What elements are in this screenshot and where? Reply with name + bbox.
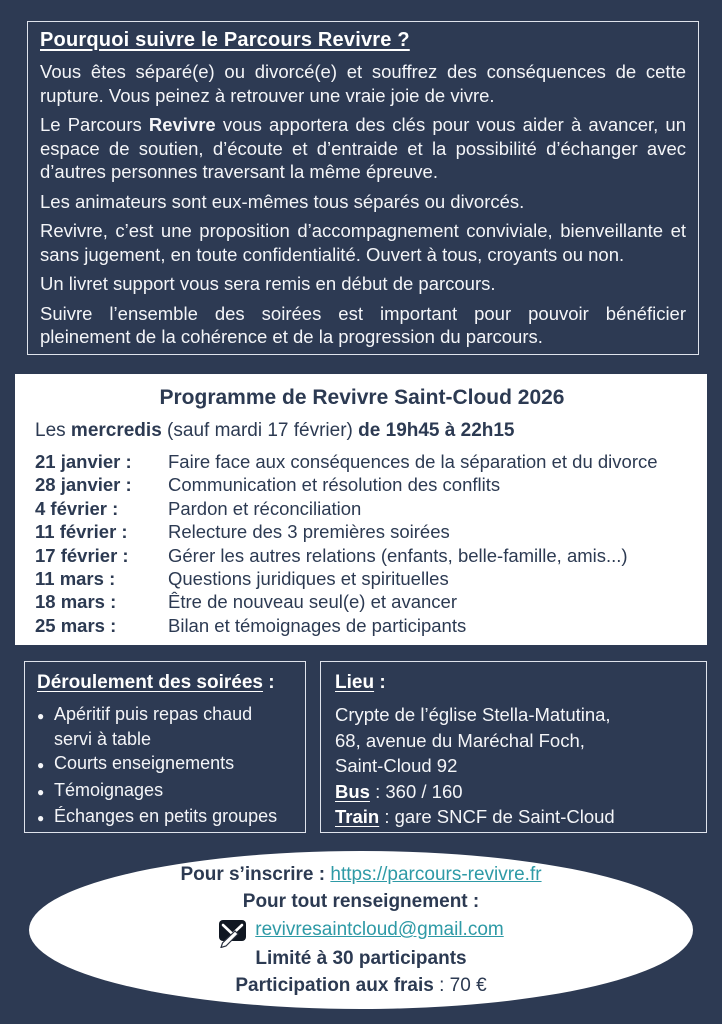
intro-p2-post: vous apportera des clés pour vous aider à avancer, un espace de soutien, d’écoute et d’entraide et la possibilité d’échanger avec d’autres personnes traversant la même épreuve. (40, 114, 686, 182)
intro-p2-pre: Le Parcours (40, 114, 149, 135)
session-topic: Communication et résolution des conflits (168, 474, 501, 496)
bus-value: : 360 / 160 (369, 780, 463, 802)
lieu-train-line (335, 804, 694, 830)
session-topic: Pardon et réconciliation (168, 497, 362, 519)
session-row (35, 614, 689, 637)
session-topic: Gérer les autres relations (enfants, belle-famille, amis...) (168, 544, 628, 566)
lieu-address-line: Saint-Cloud 92 (335, 755, 458, 776)
deroulement-list (37, 702, 295, 831)
fees-value: : 70 € (433, 975, 487, 996)
bullet-item-label: Témoignages (54, 779, 164, 800)
session-row (35, 590, 689, 613)
bullet-icon: ● (37, 709, 45, 723)
footer-ellipse (29, 851, 693, 1009)
intro-p2-bold: Revivre (148, 114, 216, 135)
deroulement-box (24, 661, 306, 833)
list-item (37, 804, 295, 831)
fees-label: Participation aux frais (235, 975, 434, 996)
subtitle-mercredis: mercredis (70, 420, 162, 441)
session-date: 11 février : (35, 521, 128, 543)
intro-paragraph-4: Revivre, c’est une proposition d’accompagnement conviviale, bienveillante et sans jugement, en toute confidentialité. Ouvert à tous, croyants ou non. (40, 220, 686, 265)
intro-paragraph-1: Vous êtes séparé(e) ou divorcé(e) et souffrez des conséquences de cette rupture. Vous peinez à retrouver une vraie joie de vivre. (40, 61, 686, 106)
lieu-title-colon: : (374, 672, 386, 693)
deroulement-title-colon: : (262, 672, 275, 693)
programme-panel (15, 374, 707, 645)
bullet-item-label: Courts enseignements (54, 753, 235, 773)
train-label: Train (335, 806, 380, 827)
email-envelope-icon (218, 919, 248, 948)
lieu-address-line: Crypte de l’église Stella-Matutina, (335, 704, 611, 725)
bullet-item-label: Échanges en petits groupes (54, 806, 278, 826)
bullet-item-label: Apéritif puis repas chaud servi à table (54, 704, 253, 749)
lieu-address-line: 68, avenue du Maréchal Foch, (335, 729, 585, 751)
intro-paragraph-5: Un livret support vous sera remis en début de parcours. (40, 273, 496, 294)
deroulement-title (37, 672, 295, 694)
signup-line (180, 861, 541, 889)
email-line (218, 916, 503, 945)
info-label: Pour tout renseignement : (242, 891, 480, 912)
session-date: 4 février : (35, 497, 119, 519)
subtitle-les: Les (35, 420, 71, 441)
lieu-title-text: Lieu (335, 672, 375, 693)
session-topic: Questions juridiques et spirituelles (168, 568, 449, 590)
session-date: 17 février : (35, 544, 129, 566)
lieu-box (320, 661, 707, 833)
train-value: : gare SNCF de Saint-Cloud (379, 806, 615, 827)
session-date: 28 janvier : (35, 474, 132, 496)
deroulement-title-text: Déroulement des soirées (37, 672, 263, 693)
bullet-icon: ● (37, 784, 45, 799)
session-topic: Bilan et témoignages de participants (168, 614, 467, 636)
subtitle-exception: (sauf mardi 17 février) (161, 420, 359, 441)
programme-subtitle (35, 420, 689, 442)
intro-title: Pourquoi suivre le Parcours Revivre ? (40, 29, 410, 51)
fees-line (235, 972, 486, 1000)
session-row (35, 497, 689, 520)
session-date: 11 mars : (35, 568, 116, 590)
session-row (35, 544, 689, 567)
lieu-title (335, 672, 694, 694)
session-row (35, 473, 689, 496)
intro-box (27, 21, 699, 355)
bullet-icon: ● (37, 811, 45, 825)
list-item (37, 751, 295, 778)
session-row (35, 520, 689, 543)
session-topic: Relecture des 3 premières soirées (168, 521, 450, 543)
session-row (35, 567, 689, 590)
subtitle-hours: de 19h45 à 22h15 (358, 420, 515, 441)
session-topic: Être de nouveau seul(e) et avancer (168, 591, 457, 613)
session-date: 18 mars : (35, 591, 117, 613)
session-date: 25 mars : (35, 614, 117, 636)
lieu-bus-line (335, 779, 694, 805)
session-date: 21 janvier : (35, 451, 132, 472)
programme-title: Programme de Revivre Saint-Cloud 2026 (159, 386, 565, 409)
intro-paragraph-2 (40, 113, 686, 184)
bus-label: Bus (335, 780, 370, 802)
list-item (37, 702, 295, 751)
signup-link[interactable]: https://parcours-revivre.fr (330, 863, 542, 885)
list-item (37, 778, 295, 805)
intro-paragraph-3: Les animateurs sont eux-mêmes tous séparés ou divorcés. (40, 190, 525, 212)
session-row (35, 450, 689, 473)
session-topic: Faire face aux conséquences de la séparation et du divorce (168, 451, 658, 472)
bullet-icon: ● (37, 758, 45, 772)
intro-paragraph-6: Suivre l’ensemble des soirées est important pour pouvoir bénéficier pleinement de la cohérence et de la progression du parcours. (40, 302, 686, 347)
signup-label: Pour s’inscrire : (180, 863, 331, 885)
email-link[interactable]: revivresaintcloud@gmail.com (255, 919, 504, 941)
participants-limit: Limité à 30 participants (255, 947, 467, 969)
